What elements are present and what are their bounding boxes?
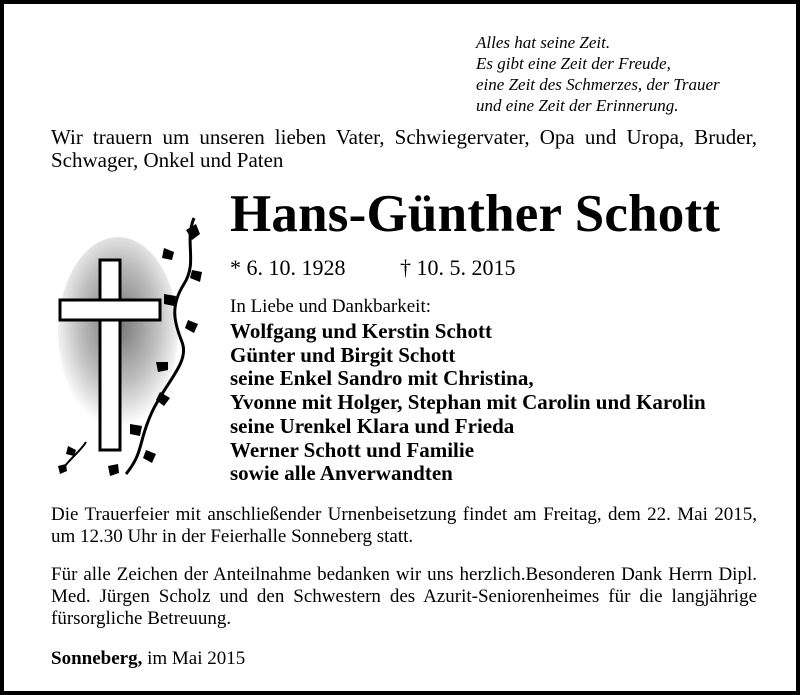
- thanks-notice: Für alle Zeichen der Anteilnahme bedanken wir uns herzlich.Besonderen Dank Herrn Dipl. Med. Jürgen Scholz und den Schwestern des Azurit-Seniorenheimes für die langjährige fürsorgliche Betreuung.: [51, 564, 757, 629]
- mourner-line: Günter und Birgit Schott: [230, 342, 456, 367]
- deceased-name: Hans-Günther Schott: [230, 185, 721, 243]
- mourner-line: seine Enkel Sandro mit Christina,: [230, 366, 534, 391]
- mourner-line: Werner Schott und Familie: [230, 437, 475, 462]
- intro-text: Wir trauern um unseren lieben Vater, Schwiegervater, Opa und Uropa, Bruder, Schwager, Onkel und Paten: [51, 125, 757, 172]
- mourners-list: [230, 320, 706, 486]
- memorial-quote: [476, 32, 720, 116]
- death-date: † 10. 5. 2015: [400, 255, 516, 280]
- signoff-date: im Mai 2015: [147, 648, 246, 669]
- quote-line: Alles hat seine Zeit.: [476, 33, 611, 52]
- mourner-line: Yvonne mit Holger, Stephan mit Carolin und Karolin: [230, 390, 706, 415]
- funeral-notice: Die Trauerfeier mit anschließender Urnenbeisetzung findet am Freitag, dem 22. Mai 2015, um 12.30 Uhr in der Feierhalle Sonneberg statt.: [51, 504, 757, 547]
- birth-date: * 6. 10. 1928: [230, 255, 346, 280]
- signoff: [51, 648, 245, 670]
- quote-line: eine Zeit des Schmerzes, der Trauer: [476, 75, 720, 94]
- mourner-line: seine Urenkel Klara und Frieda: [230, 413, 515, 438]
- quote-line: und eine Zeit der Erinnerung.: [476, 96, 679, 115]
- mourners-heading: In Liebe und Dankbarkeit:: [230, 296, 432, 317]
- signoff-place: Sonneberg,: [51, 648, 143, 669]
- life-dates: [230, 255, 516, 281]
- quote-line: Es gibt eine Zeit der Freude,: [476, 54, 671, 73]
- cross-with-ivy-icon: [56, 212, 206, 482]
- mourner-line: sowie alle Anverwandten: [230, 461, 453, 486]
- mourner-line: Wolfgang und Kerstin Schott: [230, 319, 492, 343]
